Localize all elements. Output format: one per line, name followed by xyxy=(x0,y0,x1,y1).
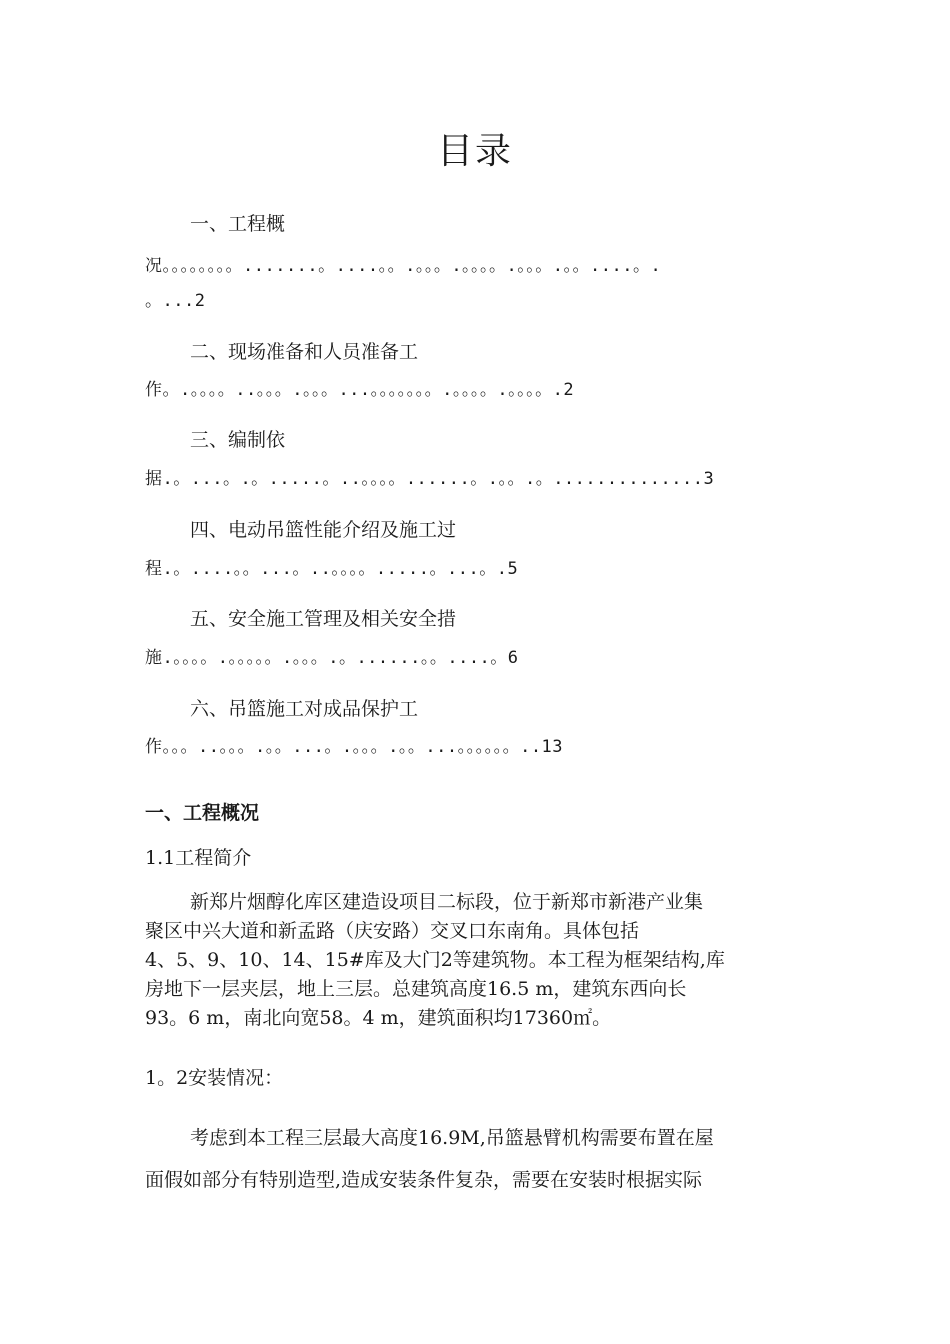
paragraph-line: 新郑片烟醇化库区建造设项目二标段，位于新郑市新港产业集 xyxy=(190,891,704,913)
toc-item-label: 一、工程概 xyxy=(190,213,286,235)
paragraph-line: 房地下一层夹层，地上三层。总建筑高度16.5 m，建筑东西向长 xyxy=(145,978,687,1000)
toc-item-dots: 况。。。。。。。。.......。....。。.。。。.。。。。.。。。.。。....。. xyxy=(145,256,662,276)
toc-item-dots: 程.。....。。...。..。。。。.....。...。.5 xyxy=(145,559,519,579)
section-heading: 一、工程概况 xyxy=(145,802,260,824)
toc-item-label: 六、吊篮施工对成品保护工 xyxy=(190,698,419,720)
toc-item-label: 五、安全施工管理及相关安全措 xyxy=(190,608,457,630)
toc-item-label: 二、现场准备和人员准备工 xyxy=(190,341,419,363)
paragraph-line: 考虑到本工程三层最大高度16.9M,吊篮悬臂机构需要布置在屋 xyxy=(190,1127,714,1149)
toc-item-label: 三、编制依 xyxy=(190,429,286,451)
toc-item-label: 四、电动吊篮性能介绍及施工过 xyxy=(190,519,457,541)
subsection-title: 1。2安装情况： xyxy=(145,1067,284,1089)
paragraph-line: 93。6 m，南北向宽58。4 m，建筑面积均17360㎡。 xyxy=(145,1007,612,1029)
subsection-title: 1.1工程简介 xyxy=(145,847,252,869)
toc-item-dots: 作。。。..。。。.。。...。.。。。.。。...。。。。。。..13 xyxy=(145,737,564,757)
toc-item-page: 。...2 xyxy=(145,291,206,311)
toc-item-dots: 施.。。。。.。。。。。.。。。.。......。。....。6 xyxy=(145,648,519,668)
toc-item-dots: 据.。...。.。.....。..。。。。......。.。。.。..............3 xyxy=(145,469,715,489)
paragraph-line: 4、5、9、10、14、15#库及大门2等建筑物。本工程为框架结构,库 xyxy=(145,949,725,971)
toc-item-dots: 作。.。。。。..。。。.。。。...。。。。。。。.。。。。.。。。。.2 xyxy=(145,380,575,400)
paragraph-line: 面假如部分有特别造型,造成安装条件复杂，需要在安装时根据实际 xyxy=(145,1169,703,1191)
paragraph-line: 聚区中兴大道和新孟路（庆安路）交叉口东南角。具体包括 xyxy=(145,920,640,942)
toc-title: 目录 xyxy=(436,131,513,172)
